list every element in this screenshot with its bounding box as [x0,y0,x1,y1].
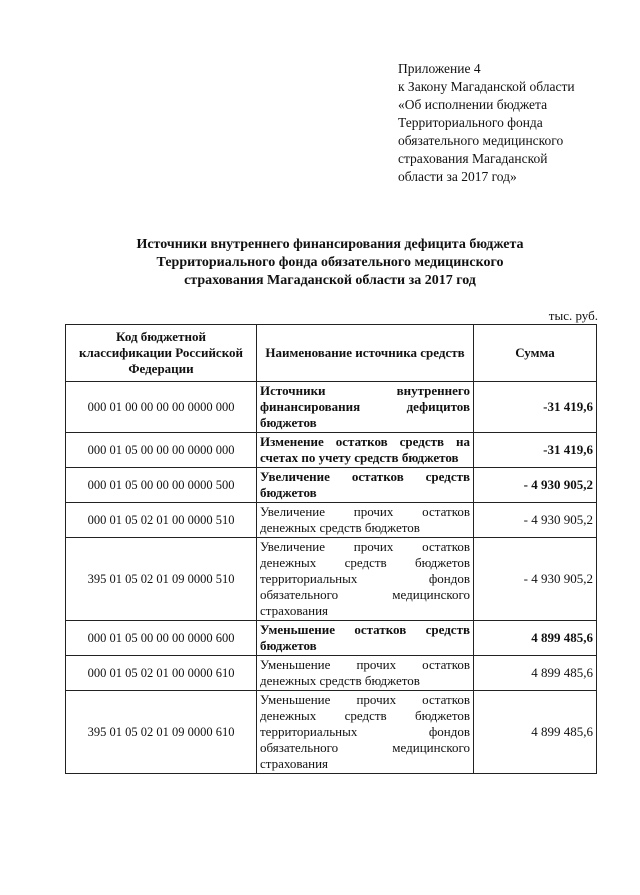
appendix-line: к Закону Магаданской области [398,79,575,94]
units-label: тыс. руб. [548,308,598,323]
table-row [66,468,597,503]
table-row [66,503,597,538]
cell-name: Уменьшение прочих остатков денежных средств бюджетов [257,656,474,691]
cell-code: 000 01 05 02 01 00 0000 610 [66,656,257,691]
cell-code: 395 01 05 02 01 09 0000 510 [66,538,257,621]
table-row [66,691,597,774]
cell-sum: - 4 930 905,2 [474,503,597,538]
appendix-line: Приложение 4 [398,61,481,76]
header-code: Код бюджетной классификации Российской Федерации [66,325,257,382]
cell-code: 000 01 05 02 01 00 0000 510 [66,503,257,538]
appendix-line: «Об исполнении бюджета [398,97,548,112]
table-row [66,433,597,468]
table-row [66,656,597,691]
table-body [66,382,597,774]
cell-sum: 4 899 485,6 [474,656,597,691]
cell-name: Уменьшение прочих остатков денежных средств бюджетов территориальных фондов обязательного медицинского страхования [257,691,474,774]
cell-name: Изменение остатков средств на счетах по учету средств бюджетов [257,433,474,468]
appendix-line: Территориального фонда [398,115,543,130]
cell-sum: 4 899 485,6 [474,691,597,774]
table-row [66,538,597,621]
cell-code: 000 01 00 00 00 00 0000 000 [66,382,257,433]
header-name: Наименование источника средств [257,325,474,382]
appendix-line: области за 2017 год» [398,169,517,184]
cell-sum: -31 419,6 [474,433,597,468]
title-line: Источники внутреннего финансирования дефицита бюджета [136,237,524,252]
cell-name: Увеличение прочих остатков денежных средств бюджетов территориальных фондов обязательного медицинского страхования [257,538,474,621]
cell-sum: 4 899 485,6 [474,621,597,656]
title-line: страхования Магаданской области за 2017 год [184,273,476,288]
appendix-line: обязательного медицинского [398,133,564,148]
table-row [66,621,597,656]
title-line: Территориального фонда обязательного медицинского [156,255,504,270]
cell-name: Увеличение прочих остатков денежных средств бюджетов [257,503,474,538]
cell-sum: - 4 930 905,2 [474,468,597,503]
cell-code: 000 01 05 00 00 00 0000 600 [66,621,257,656]
cell-name: Увеличение остатков средств бюджетов [257,468,474,503]
appendix-note [398,60,628,186]
appendix-line: страхования Магаданской [398,151,548,166]
cell-code: 000 01 05 00 00 00 0000 000 [66,433,257,468]
table-header-row [66,325,597,382]
table-row [66,382,597,433]
header-sum: Сумма [474,325,597,382]
cell-sum: - 4 930 905,2 [474,538,597,621]
cell-sum: -31 419,6 [474,382,597,433]
document-title [60,236,600,290]
cell-code: 395 01 05 02 01 09 0000 610 [66,691,257,774]
financing-sources-table [65,324,597,774]
cell-name: Источники внутреннего финансирования дефицитов бюджетов [257,382,474,433]
cell-name: Уменьшение остатков средств бюджетов [257,621,474,656]
cell-code: 000 01 05 00 00 00 0000 500 [66,468,257,503]
